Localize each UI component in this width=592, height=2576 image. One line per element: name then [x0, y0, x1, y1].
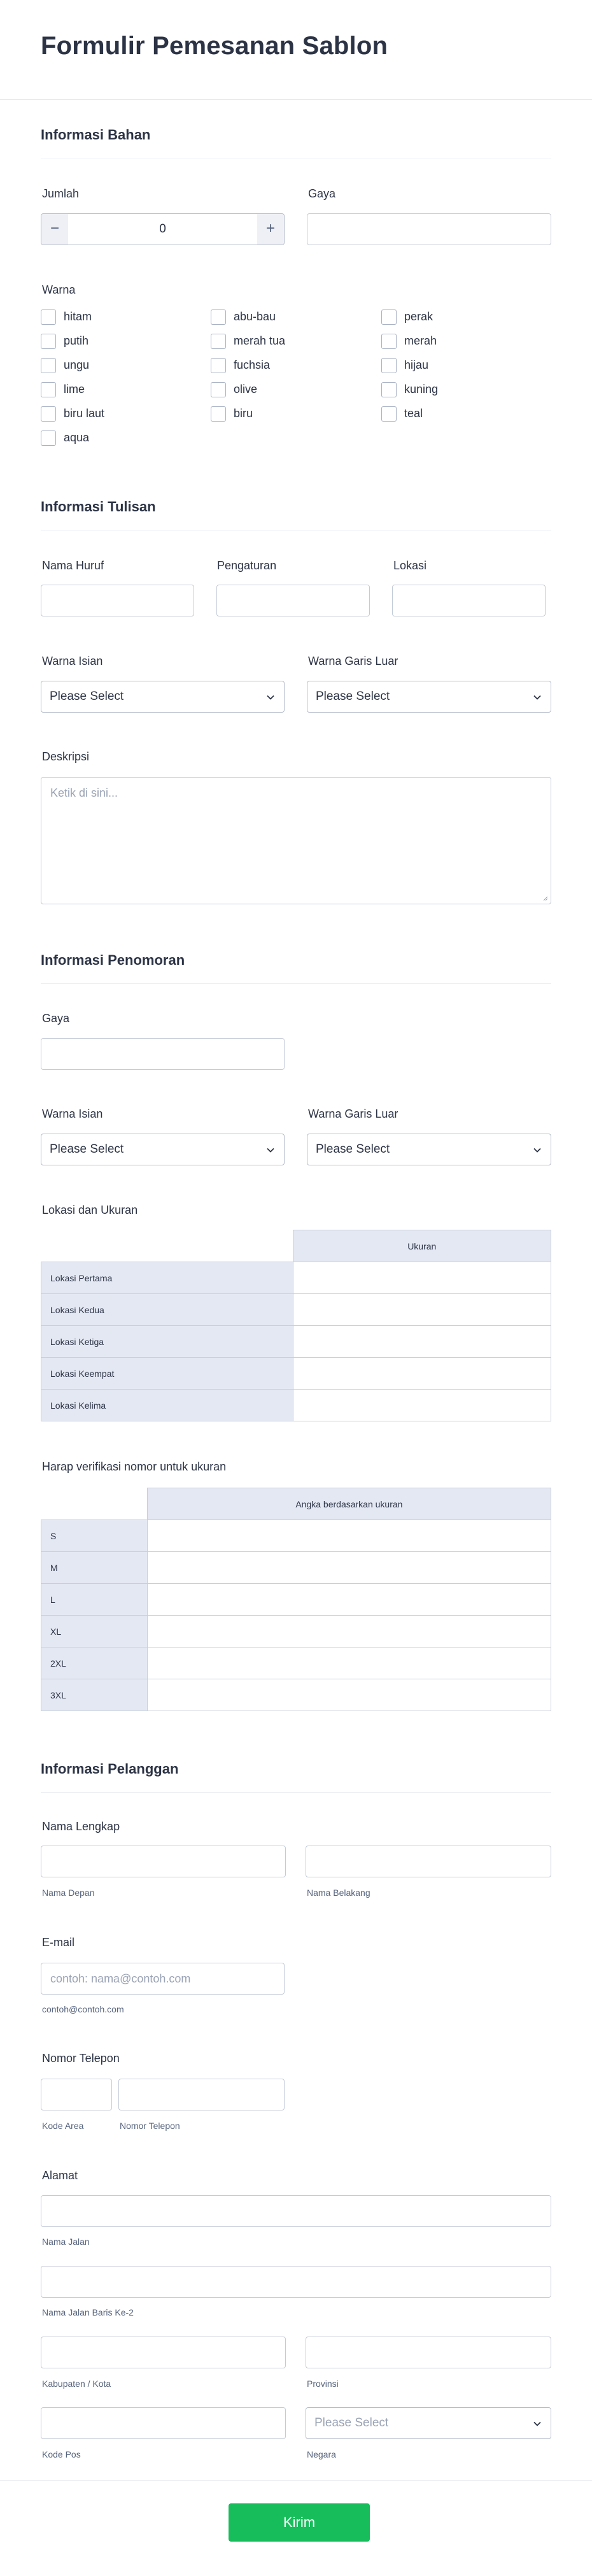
table-cell-input[interactable] [147, 1679, 551, 1711]
color-checkbox[interactable] [211, 382, 226, 397]
text-outline-color-select[interactable] [307, 681, 551, 713]
color-option-label: aqua [64, 431, 90, 444]
color-checkbox[interactable] [381, 310, 397, 325]
table-row [41, 1326, 551, 1358]
color-option-merah-tua[interactable] [211, 333, 363, 350]
font-name-input[interactable] [41, 585, 194, 616]
section-divider [41, 1792, 551, 1793]
row-header: Lokasi Keempat [41, 1358, 293, 1390]
quantity-value[interactable]: 0 [159, 222, 166, 236]
country-select[interactable] [306, 2407, 551, 2439]
last-name-sublabel: Nama Belakang [307, 1888, 370, 1898]
color-option-label: perak [404, 310, 433, 323]
table-cell-input[interactable] [147, 1552, 551, 1584]
city-sublabel: Kabupaten / Kota [42, 2379, 111, 2389]
country-sublabel: Negara [307, 2449, 336, 2459]
table-cell-input[interactable] [293, 1294, 551, 1326]
color-checkbox[interactable] [41, 310, 56, 325]
color-option-hitam[interactable] [41, 309, 194, 325]
text-fill-color-select[interactable] [41, 681, 285, 713]
color-checkbox[interactable] [381, 406, 397, 422]
select-value: Please Select [316, 690, 390, 703]
first-name-input[interactable] [41, 1846, 286, 1877]
color-option-label: lime [64, 383, 85, 395]
city-input[interactable] [41, 2337, 286, 2368]
color-checkbox[interactable] [41, 406, 56, 422]
color-option-fuchsia[interactable] [211, 357, 363, 374]
row-header: XL [41, 1616, 148, 1647]
color-checkbox[interactable] [41, 334, 56, 349]
postal-code-sublabel: Kode Pos [42, 2449, 81, 2459]
table-row [41, 1647, 551, 1679]
color-option-label: abu-bau [234, 310, 276, 323]
section-title-numbering: Informasi Penomoran [41, 952, 185, 968]
color-option-biru[interactable] [211, 406, 363, 422]
color-checkbox[interactable] [211, 334, 226, 349]
select-value: Please Select [50, 1142, 124, 1156]
color-checkbox[interactable] [41, 431, 56, 446]
color-option-label: merah tua [234, 334, 286, 347]
verify-size-label: Harap verifikasi nomor untuk ukuran [42, 1460, 227, 1473]
decrement-button[interactable]: − [41, 214, 68, 245]
table-row [41, 1262, 551, 1294]
text-fill-color-label: Warna Isian [42, 655, 103, 667]
table-row [41, 1358, 551, 1390]
footer-divider [0, 2480, 592, 2481]
address-label: Alamat [42, 2169, 78, 2182]
color-checkbox[interactable] [211, 310, 226, 325]
table-cell-input[interactable] [147, 1584, 551, 1616]
location-input[interactable] [392, 585, 546, 616]
number-fill-color-label: Warna Isian [42, 1107, 103, 1120]
color-checkbox[interactable] [381, 358, 397, 373]
table-cell-input[interactable] [293, 1358, 551, 1390]
row-header: 3XL [41, 1679, 148, 1711]
color-option-label: ungu [64, 359, 90, 371]
row-header: Lokasi Pertama [41, 1262, 293, 1294]
color-option-merah[interactable] [381, 333, 534, 350]
email-input[interactable] [41, 1963, 285, 1995]
table-cell-input[interactable] [293, 1262, 551, 1294]
table-cell-input[interactable] [293, 1326, 551, 1358]
color-option-label: kuning [404, 383, 439, 395]
table-cell-input[interactable] [293, 1390, 551, 1421]
chevron-down-icon [533, 2419, 542, 2428]
section-title-material: Informasi Bahan [41, 127, 151, 143]
street-sublabel: Nama Jalan [42, 2237, 90, 2247]
color-checkbox[interactable] [381, 382, 397, 397]
row-header: S [41, 1520, 148, 1552]
phone-number-sublabel: Nomor Telepon [120, 2121, 180, 2131]
table-corner [41, 1488, 148, 1520]
location-size-table [41, 1230, 551, 1421]
color-checkbox[interactable] [41, 358, 56, 373]
street2-input[interactable] [41, 2266, 551, 2298]
table-cell-input[interactable] [147, 1616, 551, 1647]
color-checkbox[interactable] [41, 382, 56, 397]
email-label: E-mail [42, 1936, 75, 1949]
chevron-down-icon [533, 1146, 542, 1155]
color-checkbox[interactable] [211, 358, 226, 373]
text-outline-color-label: Warna Garis Luar [308, 655, 398, 667]
header-divider [0, 99, 592, 100]
table-row [41, 1520, 551, 1552]
table-row [41, 1390, 551, 1421]
number-outline-color-select[interactable] [307, 1134, 551, 1165]
postal-code-input[interactable] [41, 2407, 286, 2439]
table-row [41, 1679, 551, 1711]
description-label: Deskripsi [42, 750, 90, 763]
section-title-customer: Informasi Pelanggan [41, 1761, 179, 1777]
color-option-hijau[interactable] [381, 357, 534, 374]
setting-label: Pengaturan [217, 559, 277, 572]
material-style-input[interactable] [307, 213, 551, 245]
row-header: M [41, 1552, 148, 1584]
description-placeholder: Ketik di sini... [50, 786, 118, 799]
font-name-label: Nama Huruf [42, 559, 104, 572]
email-placeholder: contoh: nama@contoh.com [50, 1972, 191, 1985]
quantity-stepper[interactable] [41, 213, 285, 245]
submit-button[interactable]: Kirim [229, 2503, 370, 2542]
color-option-olive[interactable] [211, 381, 363, 398]
number-outline-color-label: Warna Garis Luar [308, 1107, 398, 1120]
color-checkbox[interactable] [381, 334, 397, 349]
column-header-number: Angka berdasarkan ukuran [147, 1488, 551, 1520]
row-header: Lokasi Kelima [41, 1390, 293, 1421]
color-option-kuning[interactable] [381, 381, 534, 398]
color-option-biru-laut[interactable] [41, 406, 194, 422]
color-option-label: fuchsia [234, 359, 271, 371]
color-option-teal[interactable] [381, 406, 534, 422]
province-sublabel: Provinsi [307, 2379, 339, 2389]
table-cell-input[interactable] [147, 1647, 551, 1679]
color-option-label: biru laut [64, 407, 105, 420]
color-option-label: teal [404, 407, 423, 420]
quantity-label: Jumlah [42, 187, 80, 200]
location-label: Lokasi [393, 559, 427, 572]
row-header: Lokasi Ketiga [41, 1326, 293, 1358]
numbering-style-input[interactable] [41, 1038, 285, 1070]
street2-sublabel: Nama Jalan Baris Ke-2 [42, 2307, 134, 2317]
table-corner [41, 1230, 293, 1262]
table-row [41, 1616, 551, 1647]
page-title: Formulir Pemesanan Sablon [41, 32, 388, 60]
resize-handle-icon[interactable] [542, 895, 548, 901]
select-value: Please Select [50, 690, 124, 703]
table-row [41, 1294, 551, 1326]
section-title-text: Informasi Tulisan [41, 499, 156, 515]
color-option-label: hijau [404, 359, 429, 371]
table-row [41, 1584, 551, 1616]
color-option-abu-bau[interactable] [211, 309, 363, 325]
table-header-row [41, 1488, 551, 1520]
style-label: Gaya [308, 187, 336, 200]
color-label: Warna [42, 283, 76, 296]
chevron-down-icon [266, 1146, 275, 1155]
select-value: Please Select [314, 2416, 389, 2430]
color-option-label: merah [404, 334, 437, 347]
section-divider [41, 983, 551, 984]
color-option-label: biru [234, 407, 253, 420]
phone-number-input[interactable] [118, 2079, 285, 2110]
email-sublabel: contoh@contoh.com [42, 2004, 124, 2014]
chevron-down-icon [533, 693, 542, 702]
size-number-table [41, 1488, 551, 1711]
full-name-label: Nama Lengkap [42, 1820, 120, 1833]
color-option-label: putih [64, 334, 89, 347]
row-header: Lokasi Kedua [41, 1294, 293, 1326]
chevron-down-icon [266, 693, 275, 702]
table-header-row [41, 1230, 551, 1262]
color-option-perak[interactable] [381, 309, 534, 325]
color-option-ungu[interactable] [41, 357, 194, 374]
phone-label: Nomor Telepon [42, 2052, 120, 2065]
row-header: 2XL [41, 1647, 148, 1679]
location-size-label: Lokasi dan Ukuran [42, 1204, 138, 1216]
province-input[interactable] [306, 2337, 551, 2368]
column-header-size: Ukuran [293, 1230, 551, 1262]
color-option-label: hitam [64, 310, 92, 323]
table-cell-input[interactable] [147, 1520, 551, 1552]
color-checkbox[interactable] [211, 406, 226, 422]
first-name-sublabel: Nama Depan [42, 1888, 95, 1898]
numbering-style-label: Gaya [42, 1012, 70, 1025]
color-option-label: olive [234, 383, 258, 395]
number-fill-color-select[interactable] [41, 1134, 285, 1165]
color-option-lime[interactable] [41, 381, 194, 398]
table-row [41, 1552, 551, 1584]
increment-button[interactable]: + [257, 214, 284, 245]
color-option-putih[interactable] [41, 333, 194, 350]
last-name-input[interactable] [306, 1846, 551, 1877]
select-value: Please Select [316, 1142, 390, 1156]
area-code-sublabel: Kode Area [42, 2121, 84, 2131]
street-input[interactable] [41, 2195, 551, 2227]
setting-input[interactable] [216, 585, 370, 616]
color-option-aqua[interactable] [41, 430, 194, 446]
description-textarea[interactable] [41, 777, 551, 904]
row-header: L [41, 1584, 148, 1616]
area-code-input[interactable] [41, 2079, 112, 2110]
